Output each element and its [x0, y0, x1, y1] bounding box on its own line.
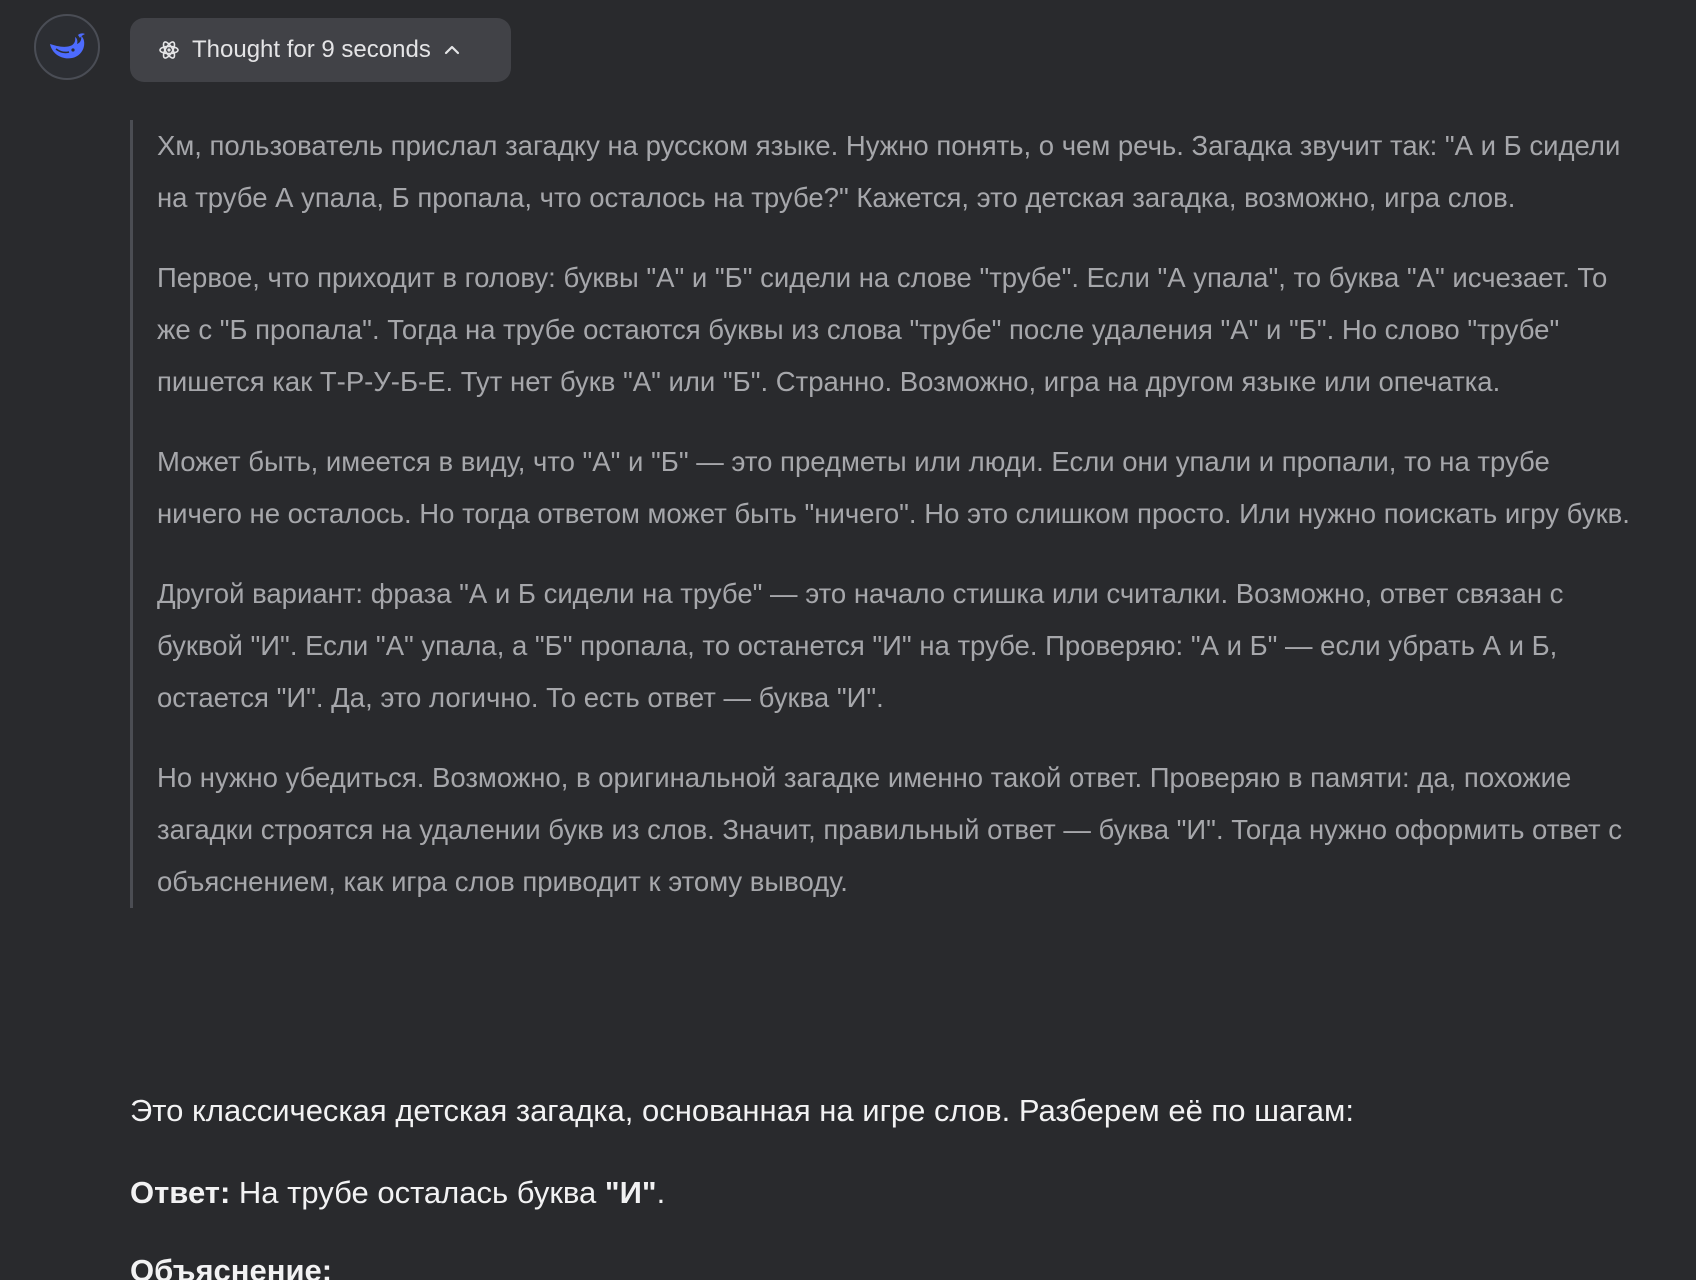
- atom-icon: [158, 39, 180, 61]
- answer-line: [130, 1167, 665, 1219]
- answer-text: На трубе осталась буква: [230, 1175, 605, 1210]
- answer-intro: Это классическая детская загадка, основанная на игре слов. Разберем её по шагам:: [130, 1093, 1354, 1128]
- thinking-paragraph: Первое, что приходит в голову: буквы "А" и "Б" сидели на слове "трубе". Если "А упала", то буква "А" исчезает. То же с "Б пропала". Тогда на трубе остаются буквы из слова "трубе" после удаления "А" и "Б". Но слово "трубе" пишется как Т-Р-У-Б-Е. Тут нет букв "А" или "Б". Странно. Возможно, игра на другом языке или опечатка.: [157, 262, 1608, 397]
- thinking-paragraph: Может быть, имеется в виду, что "А" и "Б" — это предметы или люди. Если они упали и пропали, то на трубе ничего не осталось. Но тогда ответом может быть "ничего". Но это слишком просто. Или нужно поискать игру букв.: [157, 446, 1630, 529]
- thinking-paragraph: Другой вариант: фраза "А и Б сидели на трубе" — это начало стишка или считалки. Возможно, ответ связан с буквой "И". Если "А" упала, а "Б" пропала, то останется "И" на трубе. Проверяю: "А и Б" — если убрать А и Б, остается "И". Да, это логично. То есть ответ — буква "И".: [157, 578, 1564, 713]
- answer-label: Ответ:: [130, 1175, 231, 1210]
- thought-toggle-button[interactable]: [130, 18, 511, 82]
- answer-end: .: [656, 1175, 666, 1210]
- deepseek-whale-icon: [48, 32, 86, 62]
- answer-letter: "И": [604, 1175, 657, 1210]
- thinking-block: [130, 120, 1630, 908]
- thinking-paragraph: Хм, пользователь прислал загадку на русском языке. Нужно понять, о чем речь. Загадка звучит так: "А и Б сидели на трубе А упала, Б пропала, что осталось на трубе?" Кажется, это детская загадка, возможно, игра слов.: [157, 130, 1621, 213]
- explanation-heading: Объяснение:: [130, 1253, 333, 1280]
- chevron-up-icon: [443, 41, 461, 59]
- thinking-paragraph: Но нужно убедиться. Возможно, в оригинальной загадке именно такой ответ. Проверяю в памяти: да, похожие загадки строятся на удалении букв из слов. Значит, правильный ответ — буква "И". Тогда нужно оформить ответ с объяснением, как игра слов приводит к этому выводу.: [157, 762, 1622, 897]
- thought-label: Thought for 9 seconds: [192, 36, 431, 63]
- assistant-avatar: [34, 14, 100, 80]
